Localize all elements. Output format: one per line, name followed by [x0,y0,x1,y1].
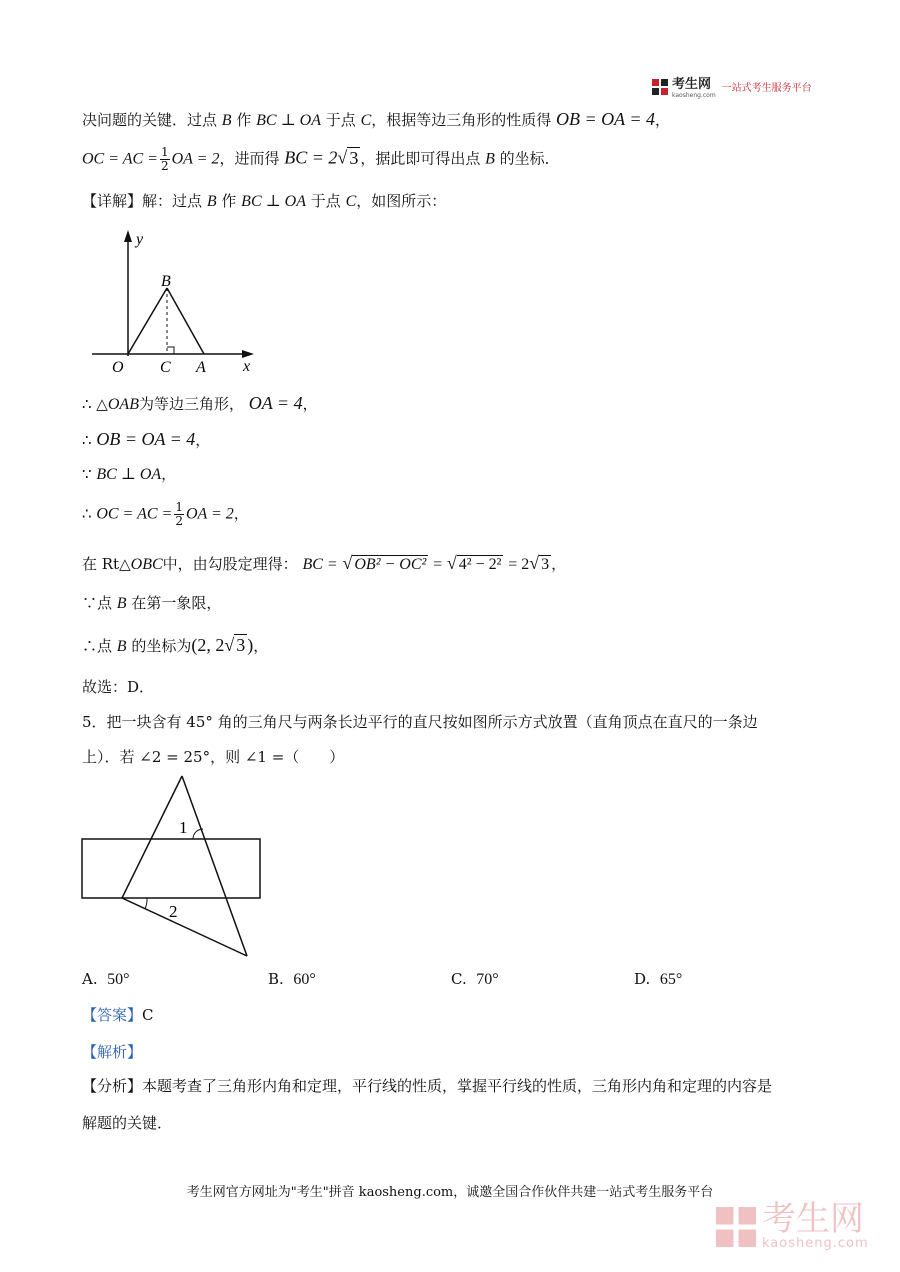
watermark-wordmark [762,1199,869,1251]
text: 在第一象限， [131,594,222,612]
fraction [174,501,184,528]
sqrt-radicand: 4² − 2² [458,556,502,573]
text: 的坐标． [499,149,560,168]
option-key: B. [268,970,284,988]
fraction-denominator: 2 [160,159,169,173]
sqrt-symbol: √ [529,553,540,573]
text: ，根据等边三角形的性质得 [371,111,552,129]
logo-domain: kaosheng.com [672,92,716,99]
text: 中，由勾股定理得： [162,555,298,573]
text: ∵点 [82,594,113,612]
step-4 [82,501,249,528]
math: B [221,112,232,129]
math: BC = 2 [284,147,338,168]
math: B [485,150,495,168]
step-5 [82,552,566,576]
math: BC ⊥ OA [96,466,162,483]
answer-value: C [142,1006,154,1024]
analysis-line [82,1041,142,1063]
triangle-side-bottom [122,898,247,956]
ruler-rect [82,839,260,898]
text: 本题考查了三角形内角和定理，平行线的性质，掌握平行线的性质，三角形内角和定理的内容是 [142,1077,773,1095]
step-7 [82,634,268,658]
math: BC ⊥ OA [256,112,321,129]
text: 解题的关键． [82,1114,173,1132]
label-angle-1: 1 [179,818,188,837]
logo-wordmark [672,74,716,99]
angle-2-arc [145,898,147,909]
triangle-side-left [122,776,182,898]
right-angle-mark [167,347,174,354]
option-b [268,970,316,989]
label-A: A [196,359,206,376]
watermark-logo-icon [716,1207,756,1247]
text: ，据此即可得出点 [360,149,481,168]
analysis-tag: 【解析】 [82,1043,143,1061]
option-value: 50° [107,971,130,988]
text-line-2 [82,146,560,173]
text: 决问题的关键．过点 [82,111,218,129]
math: C [345,193,357,210]
fraction [160,146,170,173]
coordinate-figure [88,226,268,376]
sqrt-radicand: 3 [349,147,359,168]
option-a [82,970,130,989]
label-O: O [112,359,124,376]
text: 于点 [310,192,341,210]
header-slogan: 一站式考生服务平台 [721,83,812,94]
watermark [716,1199,869,1251]
header-logo [652,74,812,99]
sqrt-symbol: √ [446,553,457,573]
fraction-numerator: 1 [160,145,169,159]
text-line-1 [82,108,670,132]
text: ∴点 [82,637,113,655]
text: ， [655,111,671,129]
text: 作 [236,111,252,129]
fenxi-line-1 [82,1075,772,1097]
text: 为等边三角形， [138,395,244,413]
text: 解：过点 [142,192,203,210]
step-8 [82,676,154,698]
math: OB = OA = 4 [556,109,655,129]
sqrt-radicand: 3 [236,635,246,655]
section-tag: 【分析】 [82,1077,143,1095]
text: 在 Rt△ [82,555,131,573]
math: OC = AC = [96,505,173,523]
option-key: D. [634,970,651,988]
sqrt-symbol: √ [224,635,235,655]
step-2 [82,428,210,451]
option-c [451,970,499,989]
sqrt-radicand: 3 [541,556,550,573]
math: B [206,193,217,210]
math: BC ⊥ OA [241,193,306,210]
text: 的坐标为 [131,637,192,655]
segment-BA [167,288,204,354]
fenxi-line-2 [82,1112,172,1134]
answer-tag: 【答案】 [82,1006,143,1024]
logo-name: 考生网 [672,77,712,92]
label-C: C [160,359,171,376]
text: ， [161,465,177,483]
math: BC = [302,556,338,573]
y-axis-arrow-icon [124,230,132,242]
text-line-3 [82,190,446,213]
ruler-triangle-figure [76,770,276,960]
text: ∴ [82,431,92,449]
label-x: x [243,358,251,375]
option-d [634,970,682,989]
x-axis-arrow-icon [242,350,254,358]
math: OB = OA = 4 [96,429,196,449]
step-3 [82,463,176,486]
math: = [433,556,443,573]
watermark-name: 考生网 [762,1199,864,1239]
option-value: 60° [293,971,316,988]
math: ) [247,635,254,655]
option-key: A. [82,970,98,988]
label-y: y [136,231,144,248]
text: ∴ [82,504,92,523]
question-5-line-1 [82,711,758,733]
label-angle-2: 2 [169,902,178,921]
text: ∴ △ [82,395,108,413]
step-6 [82,592,221,615]
watermark-domain: kaosheng.com [762,1236,869,1251]
sqrt-symbol: √ [337,147,348,168]
math: (2, 2 [191,635,225,655]
triangle-side-right [182,776,247,956]
sqrt-symbol: √ [342,553,353,573]
math: = 2 [508,556,530,573]
text: ，如图所示： [356,192,447,210]
question-5-line-2 [82,746,344,768]
option-key: C. [451,970,467,988]
page-footer: 考生网官方网址为"考生"拼音 kaosheng.com，诚邀全国合作伙伴共建一站式考生服务平台 [186,1185,714,1200]
section-tag: 【详解】 [82,192,143,210]
text: 于点 [325,111,356,129]
math: OA = 2 [185,505,234,523]
math: OAB [107,396,139,413]
text: 故选：D． [82,678,155,696]
text: 作 [221,192,237,210]
label-B: B [161,273,171,290]
fraction-numerator: 1 [175,500,183,514]
question-text: 上）．若 ∠2 = 25°，则 ∠1 =（ ） [82,748,345,766]
text: ，进而得 [219,149,280,168]
answer-line [82,1004,154,1026]
math: OBC [130,556,163,573]
text: ， [253,637,269,655]
logo-icon [652,79,668,95]
math: B [116,595,127,612]
text: ， [233,504,249,523]
math: B [116,638,127,655]
option-value: 70° [476,971,499,988]
text: ∵ [82,465,92,483]
step-1 [82,392,318,416]
question-text: 5．把一块含有 45° 角的三角尺与两条长边平行的直尺按如图所示方式放置（直角顶点在直尺的一条边 [82,713,758,731]
text: ， [302,395,318,413]
math: OA = 4 [248,393,303,413]
text: ， [551,555,567,573]
sqrt-radicand: OB² − OC² [354,556,427,573]
option-value: 65° [659,971,683,988]
text: ， [195,431,211,449]
fraction-denominator: 2 [175,514,183,528]
math: OC = AC = [82,150,158,168]
math: OA = 2 [171,150,220,168]
math: C [360,112,372,129]
segment-OB [128,288,167,354]
